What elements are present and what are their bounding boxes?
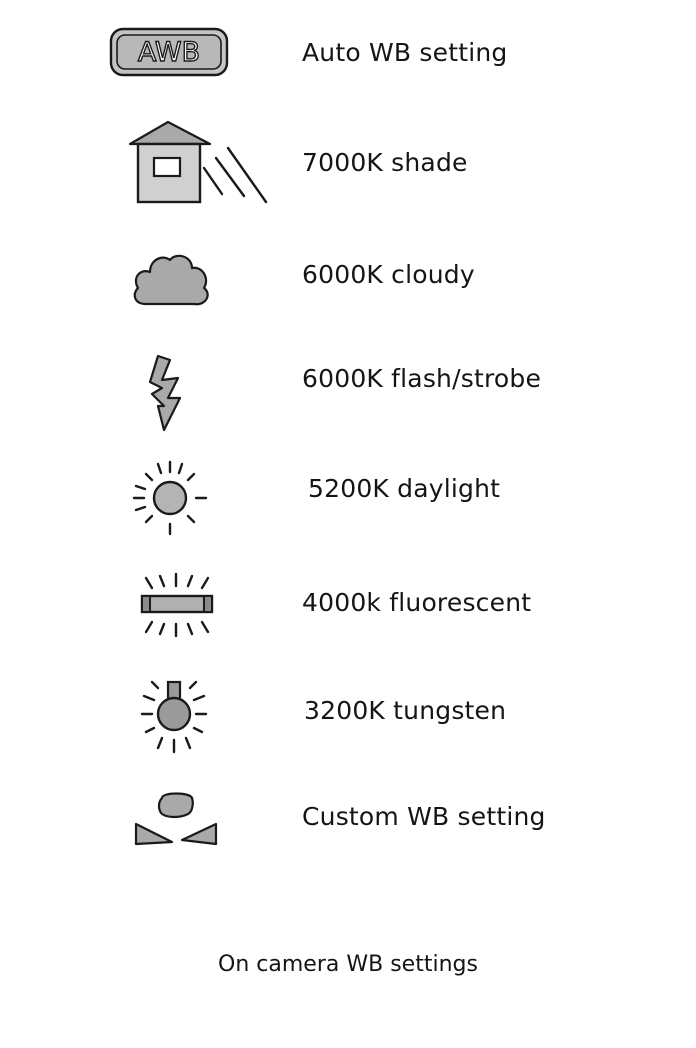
awb-icon-text: AWB — [137, 37, 201, 68]
awb-icon — [108, 26, 230, 78]
wb-row-fluorescent — [0, 562, 696, 642]
custom-wb-icon — [130, 790, 222, 852]
cloud-icon — [130, 248, 214, 310]
wb-row-daylight — [0, 450, 696, 540]
wb-row-cloudy — [0, 232, 696, 322]
wb-row-shade — [0, 112, 696, 212]
wb-label-daylight: 5200K daylight — [308, 474, 501, 503]
shade-house-icon — [126, 118, 272, 208]
sun-icon — [128, 456, 212, 540]
lightning-bolt-icon — [148, 354, 196, 434]
tungsten-bulb-icon — [134, 676, 214, 756]
wb-label-auto: Auto WB setting — [302, 38, 508, 67]
wb-row-custom — [0, 778, 696, 858]
wb-row-flash — [0, 340, 696, 440]
wb-row-auto — [0, 20, 696, 90]
fluorescent-tube-icon — [132, 572, 222, 638]
wb-label-fluorescent: 4000k fluorescent — [302, 588, 532, 617]
wb-label-tungsten: 3200K tungsten — [304, 696, 507, 725]
wb-label-cloudy: 6000K cloudy — [302, 260, 475, 289]
wb-row-tungsten — [0, 668, 696, 758]
diagram-caption: On camera WB settings — [218, 952, 478, 977]
wb-label-shade: 7000K shade — [302, 148, 468, 177]
wb-label-custom: Custom WB setting — [302, 802, 546, 831]
wb-label-flash: 6000K flash/strobe — [302, 364, 542, 393]
